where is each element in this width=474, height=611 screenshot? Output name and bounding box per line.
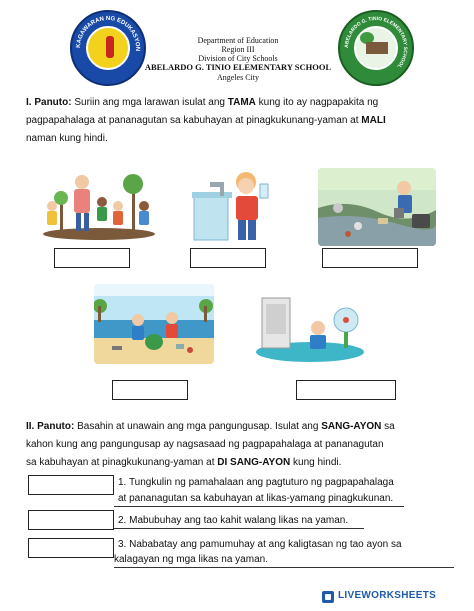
polluted-river-picture xyxy=(318,168,436,246)
header-line-division: Division of City Schools xyxy=(198,54,278,63)
mali-keyword: MALI xyxy=(361,115,386,126)
school-seal-logo xyxy=(338,10,414,86)
answer-box-item-2[interactable] xyxy=(28,510,114,530)
aircon-fan-picture xyxy=(254,290,366,364)
item-1-underline xyxy=(114,506,404,507)
part1-label: I. Panuto: xyxy=(26,97,72,108)
answer-box-1[interactable] xyxy=(54,248,130,268)
svg-text:KAGAWARAN NG EDUKASYON: KAGAWARAN NG EDUKASYON xyxy=(75,15,141,52)
deped-seal-logo xyxy=(70,10,146,86)
answer-box-2[interactable] xyxy=(190,248,266,268)
liveworksheets-brand[interactable]: LIVEWORKSHEETS xyxy=(338,590,437,601)
liveworksheets-logo-icon xyxy=(322,591,334,603)
tree-planting-picture xyxy=(40,168,158,240)
item-2-line-1: 2. Mabubuhay ang tao kahit walang likas na yaman. xyxy=(118,515,349,526)
faucet-picture xyxy=(190,168,276,244)
part2-label: II. Panuto: xyxy=(26,421,75,432)
item-1-line-1: 1. Tungkulin ng pamahalaan ang pagtuturo ng pagpapahalaga xyxy=(118,477,394,488)
tama-keyword: TAMA xyxy=(227,97,256,108)
part1-instructions: I. Panuto: Suriin ang mga larawan isulat ang TAMA kung ito ay nagpapakita ng pagpapahalaga at pananagutan sa kabuhayan at pinagkukunang-yaman at MALI naman kung hindi. xyxy=(26,97,386,144)
answer-box-4[interactable] xyxy=(112,380,188,400)
item-3-line-2: kalagayan ng mga likas na yaman. xyxy=(114,554,268,565)
header-line-region: Region III xyxy=(221,45,255,54)
answer-box-5[interactable] xyxy=(296,380,396,400)
answer-box-item-3[interactable] xyxy=(28,538,114,558)
item-1-line-2: at pananagutan sa kabuhayan at likas-yamang pinagkukunan. xyxy=(118,493,394,504)
header-line-deped: Department of Education xyxy=(197,36,279,45)
header-school-name: ABELARDO G. TINIO ELEMENTARY SCHOOL xyxy=(144,62,332,72)
di-sang-ayon-keyword: DI SANG-AYON xyxy=(217,457,291,468)
part2-instructions: II. Panuto: Basahin at unawain ang mga pangungusap. Isulat ang SANG-AYON sa kahon kung ang pangungusap ay nagsasaad ng pagpapahalaga at pananagutan sa kabuhayan at pinagkukunang-yaman at DI SANG-AYON kung hindi. xyxy=(26,421,395,468)
answer-box-item-1[interactable] xyxy=(28,475,114,495)
svg-text:ABELARDO G. TINIO ELEMENTARY S: ABELARDO G. TINIO ELEMENTARY SCHOOL xyxy=(343,15,409,69)
beach-cleanup-picture xyxy=(94,284,214,364)
item-3-underline xyxy=(114,567,454,568)
sang-ayon-keyword: SANG-AYON xyxy=(321,421,382,432)
answer-box-3[interactable] xyxy=(322,248,418,268)
item-2-underline xyxy=(114,528,364,529)
item-3-line-1: 3. Nababatay ang pamumuhay at ang kaligtasan ng tao ayon sa xyxy=(118,539,402,550)
header-city: Angeles City xyxy=(217,73,259,82)
